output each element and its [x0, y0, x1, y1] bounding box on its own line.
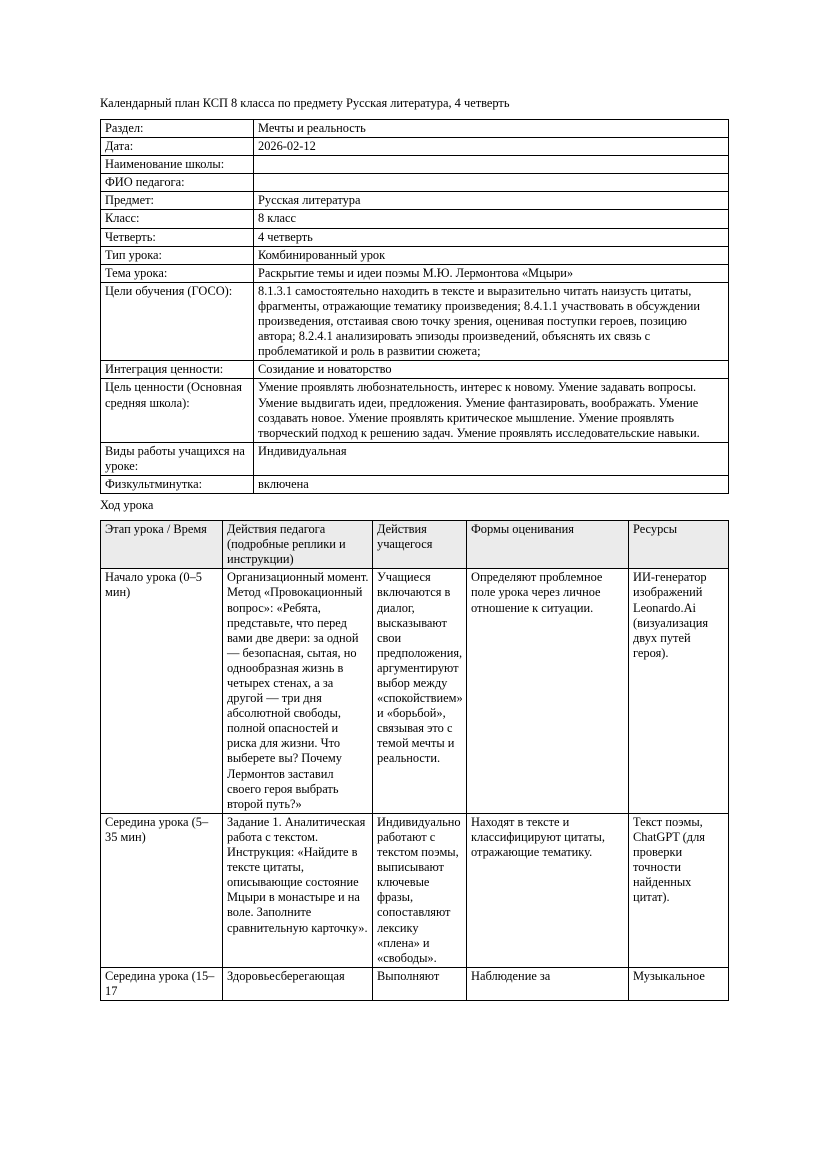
info-value: 8.1.3.1 самостоятельно находить в тексте и выразительно читать наизусть цитаты, фрагменты, отражающие тематику произведения; 8.4.1.1 участвовать в обсуждении произведения, отстаивая свою точку зрения, оценивая поступки героев, позицию автора; 8.2.4.1 анализировать эпизоды произведений, объяснять их связь с проблематикой и роль в развитии сюжета; [254, 282, 729, 360]
table-row [101, 967, 729, 1000]
info-label: Предмет: [101, 192, 254, 210]
info-label: Четверть: [101, 228, 254, 246]
table-row [101, 138, 729, 156]
column-header-stage: Этап урока / Время [101, 521, 223, 569]
info-value: 4 четверть [254, 228, 729, 246]
cell-assessment: Находят в тексте и классифицируют цитаты, отражающие тематику. [467, 813, 629, 967]
table-row [101, 361, 729, 379]
lesson-info-table [100, 119, 729, 494]
info-value: включена [254, 475, 729, 493]
lesson-flow-body [101, 569, 729, 1001]
table-header-row [101, 521, 729, 569]
info-label: Виды работы учащихся на уроке: [101, 442, 254, 475]
column-header-teacher-actions: Действия педагога (подробные реплики и инструкции) [223, 521, 373, 569]
cell-assessment: Определяют проблемное поле урока через личное отношение к ситуации. [467, 569, 629, 814]
cell-teacher-actions: Организационный момент. Метод «Провокационный вопрос»: «Ребята, представьте, что перед вами две двери: за одной — безопасная, сытая, но однообразная жизнь в четырех стенах, а за другой — три дня абсолютной свободы, полной опасностей и риска для жизни. Что выберете вы? Почему Лермонтов заставил своего героя выбрать второй путь?» [223, 569, 373, 814]
table-row [101, 569, 729, 814]
info-label: Тема урока: [101, 264, 254, 282]
info-value: Раскрытие темы и идеи поэмы М.Ю. Лермонтова «Мцыри» [254, 264, 729, 282]
column-header-assessment: Формы оценивания [467, 521, 629, 569]
cell-stage: Середина урока (5–35 мин) [101, 813, 223, 967]
table-row [101, 246, 729, 264]
info-label: Раздел: [101, 120, 254, 138]
cell-student-actions: Выполняют [373, 967, 467, 1000]
column-header-resources: Ресурсы [629, 521, 729, 569]
info-label: Интеграция ценности: [101, 361, 254, 379]
info-value [254, 156, 729, 174]
cell-resources: Музыкальное [629, 967, 729, 1000]
cell-teacher-actions: Задание 1. Аналитическая работа с текстом. Инструкция: «Найдите в тексте цитаты, описывающие состояние Мцыри в монастыре и на воле. Заполните сравнительную карточку». [223, 813, 373, 967]
page-title: Календарный план КСП 8 класса по предмету Русская литература, 4 четверть [100, 96, 510, 110]
info-value: 8 класс [254, 210, 729, 228]
cell-stage: Начало урока (0–5 мин) [101, 569, 223, 814]
table-row [101, 174, 729, 192]
table-row [101, 813, 729, 967]
document-sheet [100, 96, 728, 1001]
info-value: Умение проявлять любознательность, интерес к новому. Умение задавать вопросы. Умение выдвигать идеи, предложения. Умение фантазировать, воображать. Умение создавать новое. Умение проявлять критическое мышление. Умение проявлять творческий подход к решению задач. Умение проявлять исследовательские навыки. [254, 379, 729, 442]
table-row [101, 228, 729, 246]
cell-assessment: Наблюдение за [467, 967, 629, 1000]
info-label: ФИО педагога: [101, 174, 254, 192]
lesson-flow-heading: Ход урока [100, 498, 154, 513]
info-label: Цель ценности (Основная средняя школа): [101, 379, 254, 442]
cell-teacher-actions: Здоровьесберегающая [223, 967, 373, 1000]
info-value: Комбинированный урок [254, 246, 729, 264]
lesson-info-body [101, 120, 729, 494]
table-row [101, 379, 729, 442]
info-label: Наименование школы: [101, 156, 254, 174]
column-header-student-actions: Действия учащегося [373, 521, 467, 569]
info-label: Класс: [101, 210, 254, 228]
info-label: Цели обучения (ГОСО): [101, 282, 254, 360]
info-value: Русская литература [254, 192, 729, 210]
info-value: 2026-02-12 [254, 138, 729, 156]
cell-student-actions: Учащиеся включаются в диалог, высказывают свои предположения, аргументируют выбор между «спокойствием» и «борьбой», связывая это с темой мечты и реальности. [373, 569, 467, 814]
lesson-flow-header [101, 521, 729, 569]
info-value: Индивидуальная [254, 442, 729, 475]
table-row [101, 282, 729, 360]
table-row [101, 120, 729, 138]
table-row [101, 264, 729, 282]
cell-resources: Текст поэмы, ChatGPT (для проверки точности найденных цитат). [629, 813, 729, 967]
cell-stage: Середина урока (15–17 [101, 967, 223, 1000]
table-row [101, 442, 729, 475]
table-row [101, 475, 729, 493]
info-label: Тип урока: [101, 246, 254, 264]
table-row [101, 192, 729, 210]
table-row [101, 156, 729, 174]
info-label: Дата: [101, 138, 254, 156]
cell-student-actions: Индивидуально работают с текстом поэмы, выписывают ключевые фразы, сопоставляют лексику «плена» и «свободы». [373, 813, 467, 967]
info-value: Мечты и реальность [254, 120, 729, 138]
info-value [254, 174, 729, 192]
info-label: Физкультминутка: [101, 475, 254, 493]
lesson-flow-table [100, 520, 729, 1001]
table-row [101, 210, 729, 228]
info-value: Созидание и новаторство [254, 361, 729, 379]
cell-resources: ИИ-генератор изображений Leonardo.Ai (визуализация двух путей героя). [629, 569, 729, 814]
